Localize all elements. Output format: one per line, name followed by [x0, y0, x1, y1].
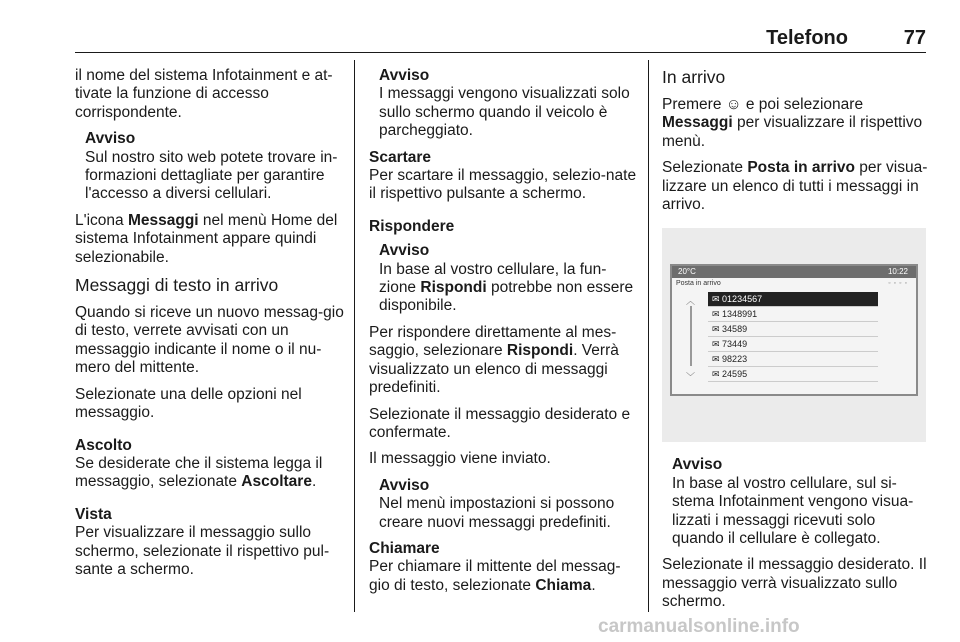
- message-sender: 98223: [722, 354, 748, 365]
- paragraph: [369, 558, 637, 595]
- bold-term: Posta in arrivo: [747, 159, 855, 177]
- clock-label: 10:22: [887, 267, 908, 277]
- status-icons: ◦◦◦◦: [888, 280, 910, 288]
- text-run: nel menù Home del sistema Infotainment appare quindi selezionabile.: [75, 211, 338, 266]
- message-sender: 34589: [722, 324, 748, 335]
- subheading-scartare: Scartare: [369, 148, 432, 166]
- note-box: [662, 456, 930, 548]
- display-screen: [670, 264, 918, 396]
- paragraph: [75, 455, 345, 492]
- bold-term: Chiama: [535, 576, 592, 594]
- message-icon: ✉: [712, 339, 723, 350]
- paragraph: [369, 324, 637, 398]
- text-run: .: [311, 473, 317, 491]
- note-text: [379, 261, 637, 316]
- text-run: Premere: [662, 96, 726, 113]
- column-1: [75, 67, 345, 587]
- status-bar: [672, 266, 916, 278]
- bold-term: Rispondi: [506, 342, 574, 360]
- column-divider-2: [648, 60, 649, 612]
- intro-paragraph: il nome del sistema Infotainment e at-tivate la funzione di accesso corrispondente.: [75, 67, 333, 121]
- note-box: [369, 242, 637, 316]
- paragraph: Selezionate il messaggio desiderato e confermate.: [369, 405, 631, 441]
- message-row[interactable]: [708, 292, 878, 307]
- page-header: [75, 29, 926, 51]
- message-row[interactable]: [708, 337, 878, 352]
- bold-term: Messaggi: [662, 114, 733, 132]
- infotainment-screenshot: [662, 228, 926, 442]
- page-number: 77: [903, 27, 926, 49]
- note-box: [369, 67, 637, 141]
- text-run: Per chiamare il mittente del messag-gio di testo, selezionate: [369, 558, 621, 594]
- subheading-vista: Vista: [75, 505, 112, 523]
- paragraph: [662, 159, 930, 214]
- message-sender: 73449: [722, 339, 748, 350]
- message-sender: 1348991: [722, 309, 758, 320]
- section-heading: In arrivo: [662, 67, 726, 87]
- note-title: Avviso: [379, 67, 430, 84]
- message-icon: ✉: [712, 294, 723, 305]
- text-run: L'icona: [75, 211, 128, 229]
- subheading-chiamare: Chiamare: [369, 539, 440, 557]
- message-row[interactable]: [708, 352, 878, 367]
- message-icon: ✉: [712, 309, 723, 320]
- note-text: Nel menù impostazioni si possono creare nuovi messaggi predefiniti.: [379, 495, 615, 531]
- section-heading: Messaggi di testo in arrivo: [75, 275, 279, 296]
- message-list: [708, 292, 918, 382]
- note-title: Avviso: [85, 130, 136, 148]
- bold-term: Rispondi: [420, 279, 487, 297]
- phone-icon: ☺: [725, 96, 742, 113]
- chevron-down-icon[interactable]: ﹀: [686, 372, 696, 383]
- bold-term: Ascoltare: [241, 473, 312, 491]
- text-run: Per rispondere direttamente al mes-saggio, selezionare: [369, 323, 617, 360]
- paragraph: [662, 96, 930, 151]
- scrollbar[interactable]: [684, 292, 698, 386]
- header-rule: [75, 52, 926, 53]
- message-row[interactable]: [708, 322, 878, 337]
- note-text: Sul nostro sito web potete trovare in-formazioni dettagliate per garantire l'accesso a diversi cellulari.: [85, 148, 338, 203]
- paragraph: [75, 212, 345, 267]
- column-divider-1: [354, 60, 355, 612]
- paragraph: Il messaggio viene inviato.: [369, 450, 551, 468]
- message-icon: ✉: [712, 369, 723, 380]
- text-run: potrebbe non essere disponibile.: [379, 279, 634, 315]
- chevron-up-icon[interactable]: ︿: [686, 296, 696, 307]
- section-title: Telefono: [766, 27, 848, 49]
- text-run: In base al vostro cellulare, la fun-zione: [379, 260, 607, 297]
- note-title: Avviso: [672, 456, 723, 474]
- note-text: In base al vostro cellulare, sul si-stema Infotainment vengono visua-lizzati i messaggi ricevuti solo quando il cellulare è collegato.: [672, 474, 914, 548]
- message-icon: ✉: [712, 324, 723, 335]
- subheading-rispondere: Rispondere: [369, 217, 455, 235]
- text-run: .: [591, 576, 596, 594]
- message-sender: 24595: [722, 369, 748, 380]
- temperature-label: 20°C: [678, 267, 696, 277]
- text-run: . Verrà visualizzato un elenco di messaggi predefiniti.: [369, 342, 619, 397]
- screen-title: Posta in arrivo: [676, 280, 721, 288]
- bold-term: Messaggi: [127, 211, 199, 229]
- text-run: e poi selezionare: [741, 96, 864, 113]
- note-title: Avviso: [379, 242, 430, 260]
- paragraph: Per visualizzare il messaggio sullo schermo, selezionate il rispettivo pul-sante a schermo.: [75, 524, 330, 578]
- text-run: Se desiderate che il sistema legga il messaggio, selezionate: [75, 454, 323, 491]
- note-title: Avviso: [379, 476, 430, 494]
- paragraph: Selezionate il messaggio desiderato. Il messaggio verrà visualizzato sullo schermo.: [662, 556, 927, 611]
- subheading-ascolto: Ascolto: [75, 436, 132, 454]
- message-icon: ✉: [712, 354, 723, 365]
- text-run: per visua-lizzare un elenco di tutti i messaggi in arrivo.: [662, 159, 928, 214]
- text-run: Selezionate: [662, 159, 748, 177]
- paragraph: Per scartare il messaggio, selezio-nate il rispettivo pulsante a schermo.: [369, 167, 637, 203]
- column-2: [369, 67, 637, 603]
- message-row[interactable]: [708, 367, 878, 382]
- note-text: I messaggi vengono visualizzati solo sullo schermo quando il veicolo è parcheggiato.: [379, 85, 630, 140]
- note-box: [369, 477, 637, 532]
- scroll-track: [690, 306, 692, 366]
- text-run: per visualizzare il rispettivo menù.: [662, 114, 923, 150]
- paragraph: Quando si riceve un nuovo messag-gio di testo, verrete avvisati con un messaggio indicante il nome o il nu-mero del mittente.: [75, 304, 344, 377]
- screen-title-bar: [672, 278, 916, 289]
- column-3: [662, 67, 930, 620]
- watermark: carmanualsonline.info: [598, 616, 800, 637]
- message-sender: 01234567: [722, 294, 763, 305]
- note-box: [75, 130, 345, 204]
- paragraph: Selezionate una delle opzioni nel messaggio.: [75, 385, 302, 422]
- message-row[interactable]: [708, 307, 878, 322]
